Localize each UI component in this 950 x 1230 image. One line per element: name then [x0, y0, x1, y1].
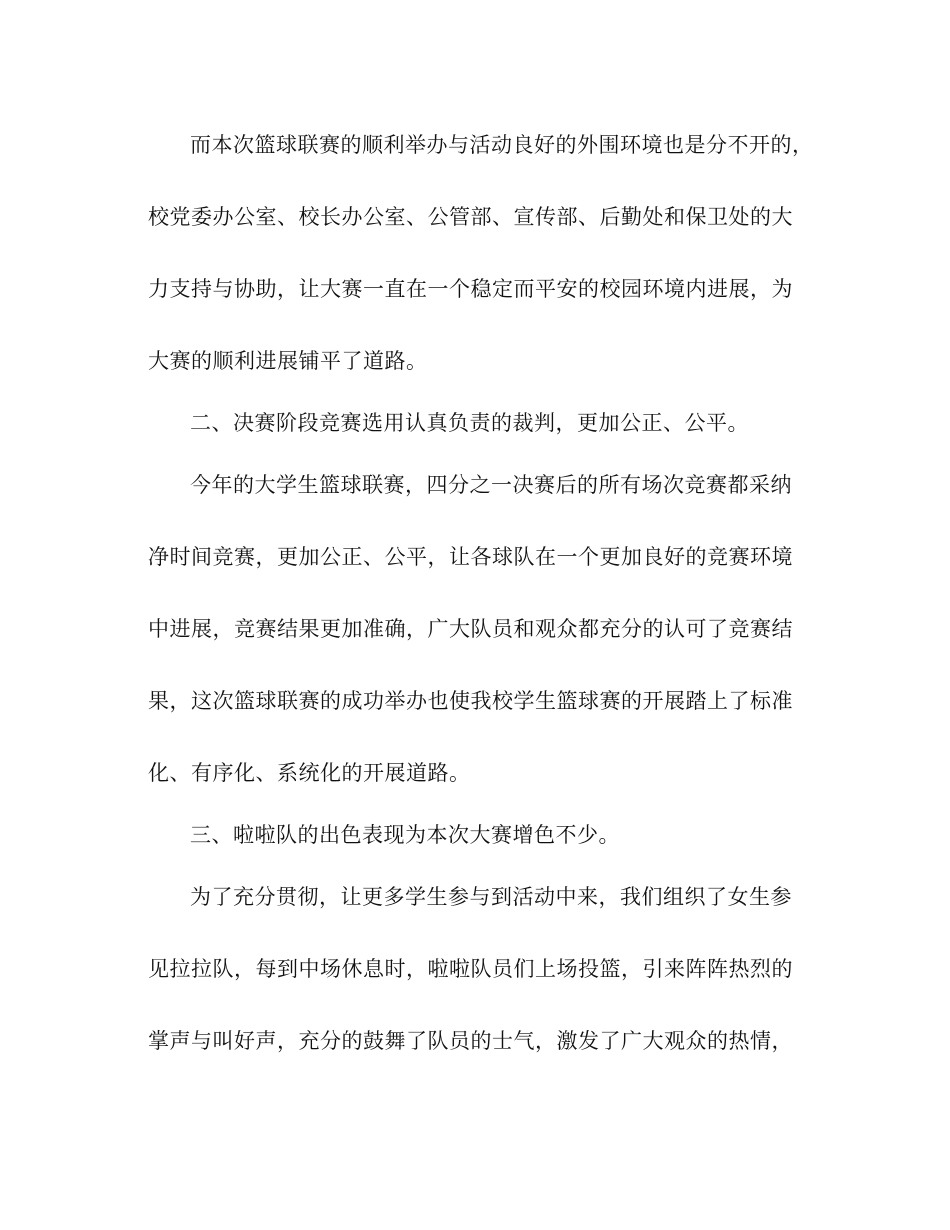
paragraph-line-3: 力支持与协助，让大赛一直在一个稳定而平安的校园环境内进展，为 — [148, 277, 793, 301]
paragraph-line-2: 校党委办公室、校长办公室、公管部、宣传部、后勤处和保卫处的大 — [148, 205, 793, 229]
paragraph-line-4: 大赛的顺利进展铺平了道路。 — [148, 349, 428, 373]
paragraph-line-11: 见拉拉队，每到中场休息时，啦啦队员们上场投篮，引来阵阵热烈的 — [148, 957, 793, 981]
paragraph-line-9: 化、有序化、系统化的开展道路。 — [148, 761, 471, 785]
paragraph-line-7: 中进展，竞赛结果更加准确，广大队员和观众都充分的认可了竞赛结 — [148, 617, 793, 641]
paragraph-line-6: 净时间竞赛，更加公正、公平，让各球队在一个更加良好的竞赛环境 — [148, 545, 793, 569]
section-heading-2: 二、决赛阶段竞赛选用认真负责的裁判，更加公正、公平。 — [190, 411, 749, 435]
section-heading-3: 三、啦啦队的出色表现为本次大赛增色不少。 — [190, 823, 620, 847]
paragraph-line-1: 而本次篮球联赛的顺利举办与活动良好的外围环境也是分不开的， — [190, 133, 814, 157]
paragraph-line-10: 为了充分贯彻，让更多学生参与到活动中来，我们组织了女生参 — [190, 885, 792, 909]
paragraph-line-8: 果，这次篮球联赛的成功举办也使我校学生篮球赛的开展踏上了标准 — [148, 689, 793, 713]
paragraph-line-5: 今年的大学生篮球联赛，四分之一决赛后的所有场次竞赛都采纳 — [190, 473, 792, 497]
paragraph-line-12: 掌声与叫好声，充分的鼓舞了队员的士气，激发了广大观众的热情， — [148, 1029, 793, 1053]
